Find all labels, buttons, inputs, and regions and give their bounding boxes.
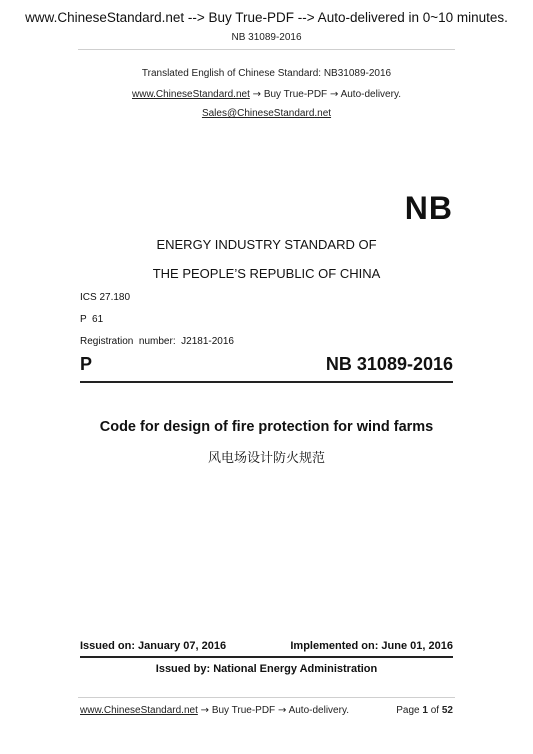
- std-number: NB 31089-2016: [325, 354, 453, 374]
- sales-email-link[interactable]: Sales@ChineseStandard.net: [201, 108, 332, 119]
- arrow-icon: →: [200, 705, 210, 716]
- arrow-icon: →: [252, 89, 262, 100]
- title-chinese: 风电场设计防火规范: [207, 451, 325, 466]
- translated-line: Translated English of Chinese Standard: NB31089-2016: [141, 68, 392, 79]
- registration-number: Registration number: J2181-2016: [80, 336, 234, 347]
- footer-divider: [78, 697, 455, 698]
- buy-true-pdf-text: Buy True-PDF: [263, 89, 328, 100]
- title-english: Code for design of fire protection for wind farms: [99, 419, 434, 435]
- translated-links: [0, 89, 533, 100]
- footer-buy-text: Buy True-PDF: [211, 705, 276, 716]
- org-line-1: ENERGY INDUSTRY STANDARD OF: [156, 237, 377, 252]
- email-line: [0, 108, 533, 119]
- footer-chinesestandard-link[interactable]: www.ChineseStandard.net: [80, 705, 198, 716]
- footer-links: [80, 705, 349, 716]
- footer-delivery-text: Auto-delivery.: [288, 705, 349, 716]
- std-letter: P: [80, 354, 93, 374]
- page-indicator: [396, 705, 453, 716]
- page-of: of: [430, 705, 440, 716]
- top-banner: [0, 10, 533, 25]
- implemented-date: Implemented on: June 01, 2016: [290, 640, 453, 652]
- issued-date: Issued on: January 07, 2016: [80, 640, 227, 652]
- issued-by: Issued by: National Energy Administration: [155, 663, 378, 675]
- nb-logo: NB: [404, 190, 453, 226]
- banner-divider: [78, 49, 455, 50]
- page-total: 52: [441, 705, 453, 716]
- banner-standard-number: NB 31089-2016: [231, 32, 302, 43]
- page-number: 1: [422, 705, 428, 716]
- auto-delivery-text: Auto-delivery.: [340, 89, 401, 100]
- dates-rule: [80, 656, 453, 658]
- arrow-icon: →: [277, 705, 287, 716]
- arrow-icon: →: [329, 89, 339, 100]
- page-label: Page: [396, 705, 420, 716]
- header-rule: [80, 381, 453, 383]
- org-line-2: THE PEOPLE’S REPUBLIC OF CHINA: [152, 266, 381, 281]
- chinesestandard-link[interactable]: www.ChineseStandard.net: [132, 89, 250, 100]
- p-code: P 61: [80, 314, 104, 325]
- ics-code: ICS 27.180: [80, 292, 131, 303]
- banner-text: www.ChineseStandard.net --> Buy True-PDF --> Auto-delivered in 0~10 minutes.: [25, 10, 508, 25]
